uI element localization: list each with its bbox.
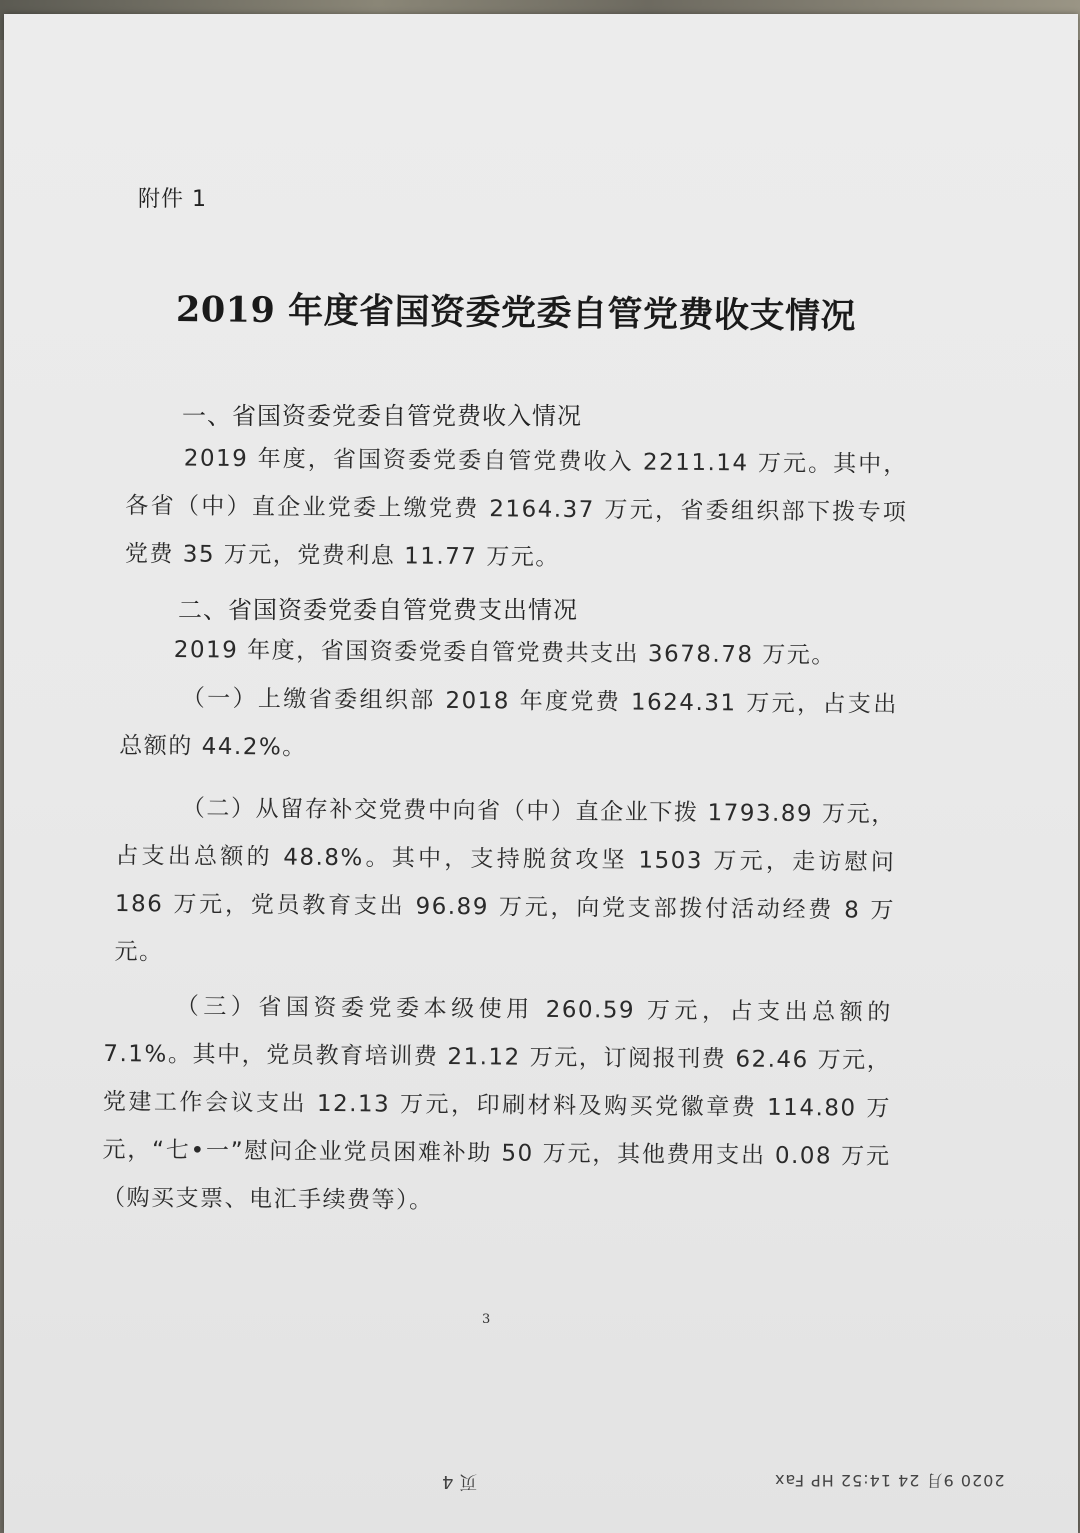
expense-item-1: （一）上缴省委组织部 2018 年度党费 1624.31 万元，占支出总额的 44.2%。	[119, 685, 898, 761]
section-2-intro: 2019 年度，省国资委党委自管党费共支出 3678.78 万元。	[173, 636, 836, 669]
expense-item-3: （三）省国资委党委本级使用 260.59 万元，占支出总额的 7.1%。其中，党员教育培训费 21.12 万元，订阅报刊费 62.46 万元，党建工作会议支出 12.13 万元，印刷材料及购买党徽章费 114.80 万元，“七•一”慰问企业党员困难补助 50 万元，其他费用支出 0.08 万元（购买支票、电汇手续费等）。	[102, 993, 892, 1214]
document-page	[4, 14, 1078, 1533]
section-2-heading: 二、省国资委党委自管党费支出情况	[178, 596, 578, 624]
expense-item-2: （二）从留存补交党费中向省（中）直企业下拨 1793.89 万元，占支出总额的 48.8%。其中，支持脱贫攻坚 1503 万元，走访慰问 186 万元，党员教育支出 96.89 万元，向党支部拨付活动经费 8 万元。	[114, 795, 896, 966]
attachment-label: 附件 1	[138, 187, 207, 212]
section-1-heading: 一、省国资委党委自管党费收入情况	[182, 402, 582, 430]
section-1-paragraph: 2019 年度，省国资委党委自管党费收入 2211.14 万元。其中，各省（中）直企业党委上缴党费 2164.37 万元，省委组织部下拨专项党费 35 万元，党费利息 11.77 万元。	[124, 445, 908, 571]
document-title: 2019 年度省国资委党委自管党费收支情况	[175, 289, 857, 338]
fax-page-label: 页 4	[442, 1471, 478, 1492]
page-number: 3	[482, 1312, 491, 1327]
fax-header-stamp: 2020 9月 24 14:52 HP Fax	[774, 1471, 1005, 1490]
